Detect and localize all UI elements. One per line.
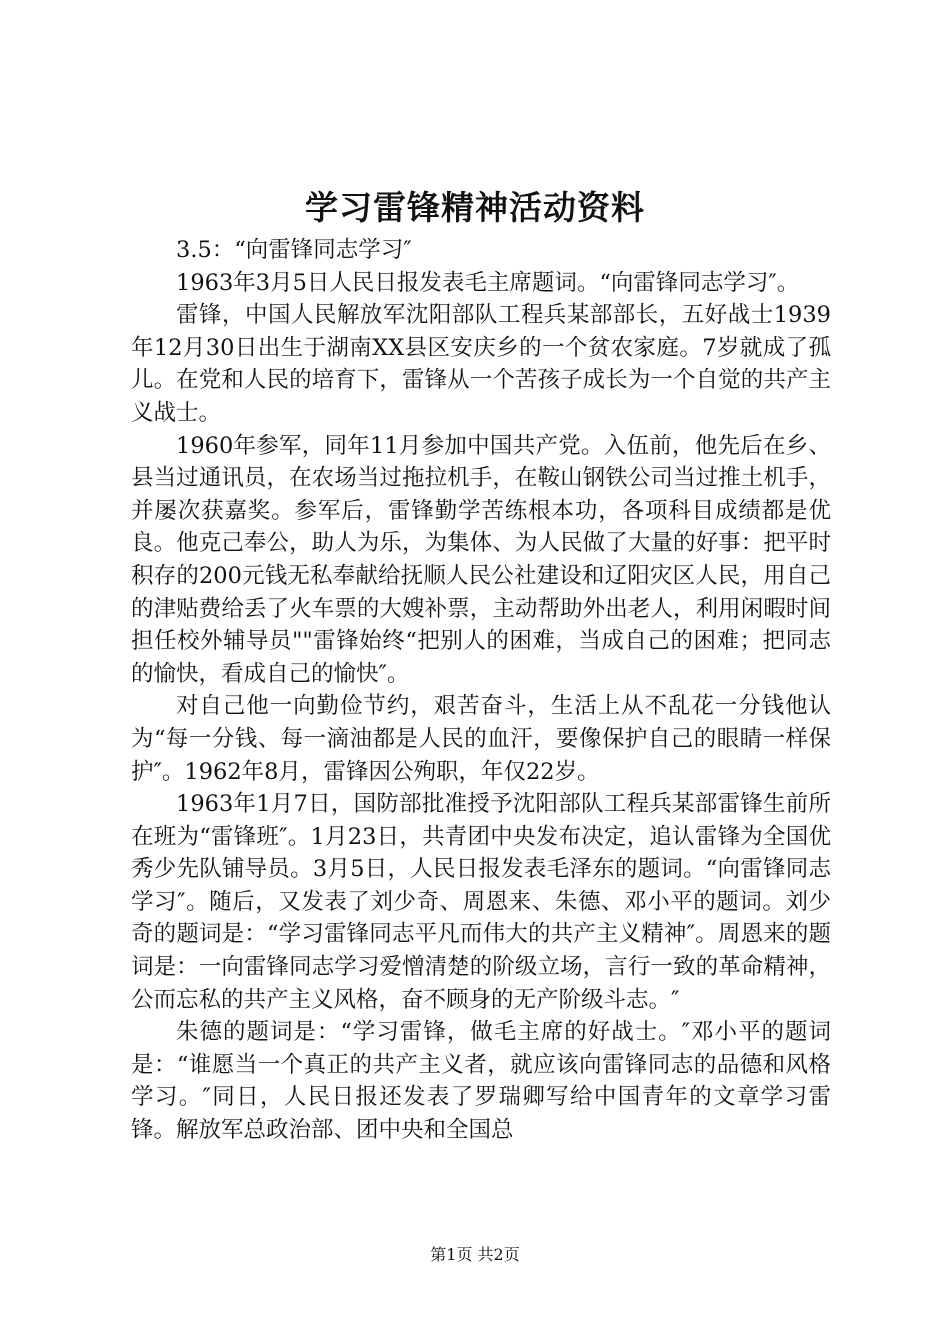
paragraph: 对自己他一向勤俭节约，艰苦奋斗，生活上从不乱花一分钱他认为“每一分钱、每一滴油都是人民的血汗，要像保护自己的眼睛一样保护″。1962年8月，雷锋因公殉职，年仅22岁。: [131, 693, 831, 785]
paragraph: 1960年参军，同年11月参加中国共产党。入伍前，他先后在乡、县当过通讯员，在农场当过拖拉机手，在鞍山钢铁公司当过推土机手，并屡次获嘉奖。参军后，雷锋勤学苦练根本功，各项科目成绩都是优良。他克己奉公，助人为乐，为集体、为人民做了大量的好事：把平时积存的200元钱无私奉献给抚顺人民公社建设和辽阳灾区人民，用自己的津贴费给丢了火车票的大嫂补票，主动帮助外出老人，利用闲暇时间担任校外辅导员""雷锋始终“把别人的困难，当成自己的困难；把同志的愉快，看成自己的愉快″。: [131, 432, 831, 687]
paragraph: 雷锋，中国人民解放军沈阳部队工程兵某部部长，五好战士1939年12月30日出生于湖南XX县区安庆乡的一个贫农家庭。7岁就成了孤儿。在党和人民的培育下，雷锋从一个苦孩子成长为一个自觉的共产主义战士。: [131, 302, 831, 426]
paragraph: 1963年3月5日人民日报发表毛主席题词。“向雷锋同志学习″。: [176, 269, 800, 296]
paragraph: 朱德的题词是：“学习雷锋，做毛主席的好战士。″邓小平的题词是：“谁愿当一个真正的共产主义者，就应该向雷锋同志的品德和风格学习。″同日，人民日报还发表了罗瑞卿写给中国青年的文章学习雷锋。解放军总政治部、团中央和全国总: [131, 1019, 831, 1144]
paragraph: 3.5：“向雷锋同志学习″: [176, 237, 412, 263]
page-number-footer: 第1页 共2页: [430, 1245, 520, 1264]
document-title: 学习雷锋精神活动资料: [305, 188, 645, 227]
paragraph: 1963年1月7日，国防部批准授予沈阳部队工程兵某部雷锋生前所在班为“雷锋班″。1月23日，共青团中央发布决定，追认雷锋为全国优秀少先队铺导员。3月5日，人民日报发表毛泽东的题词。“向雷锋同志学习″。随后，又发表了刘少奇、周恩来、朱德、邓小平的题词。刘少奇的题词是：“学习雷锋同志平凡而伟大的共产主义精神″。周恩来的题词是：一向雷锋同志学习爱憎清楚的阶级立场，言行一致的革命精神，公而忘私的共产主义风格，奋不顾身的无产阶级斗志。″: [131, 791, 831, 1013]
document-body: [131, 234, 831, 1147]
